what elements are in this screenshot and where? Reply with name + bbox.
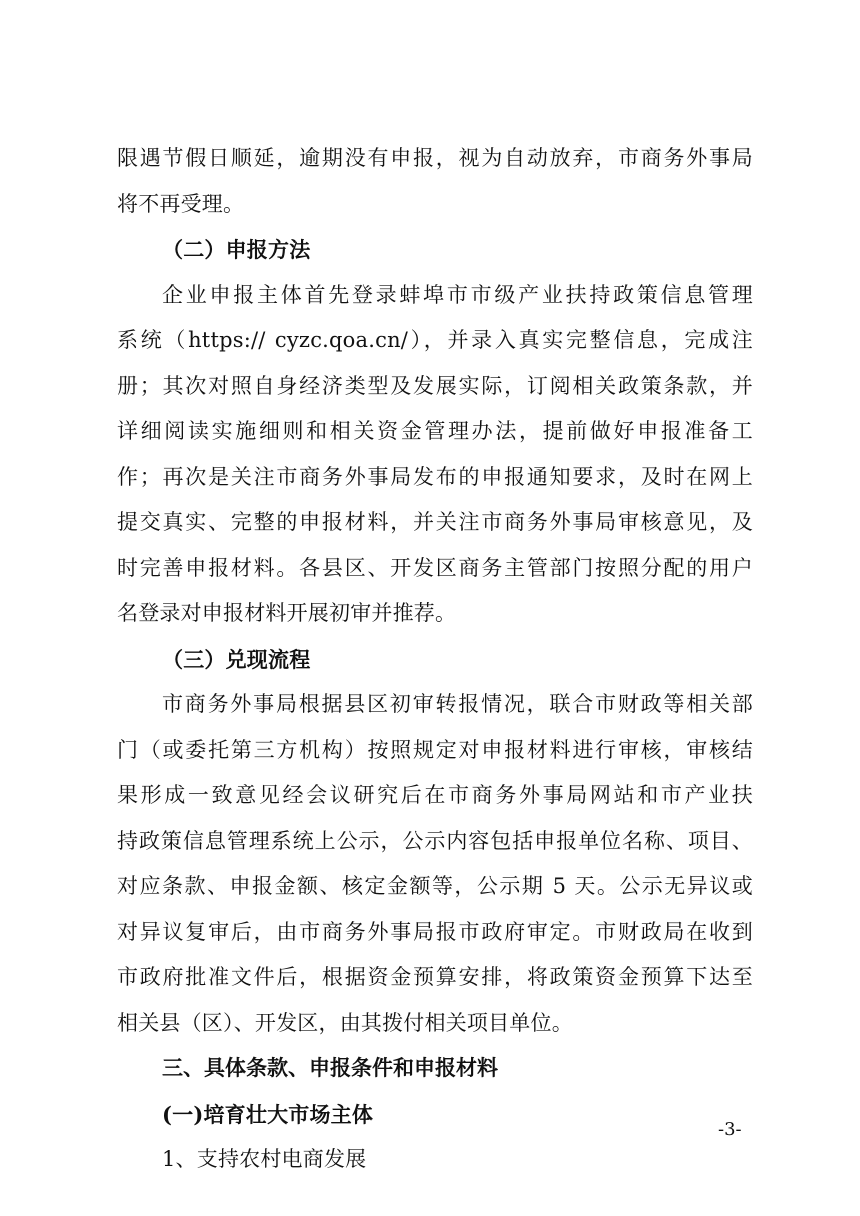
subsection-heading-market-entities: (一)培育壮大市场主体 [162,1101,374,1127]
paragraph-line: 市商务外事局根据县区初审转报情况，联合市财政等相关部 [162,692,753,716]
item-heading-rural-ecommerce: 1、支持农村电商发展 [162,1147,367,1171]
paragraph-line: 名登录对申报材料开展初审并推荐。 [117,601,457,625]
paragraph-line: 将不再受理。 [117,191,245,216]
paragraph-line: 门（或委托第三方机构）按照规定对申报材料进行审核，审核结 [117,737,753,762]
section-heading-specific-terms: 三、具体条款、申报条件和申报材料 [162,1056,498,1080]
paragraph-line: 相关县（区）、开发区，由其拨付相关项目单位。 [117,1010,573,1035]
paragraph-line: 详细阅读实施细则和相关资金管理办法，提前做好申报准备工 [117,419,753,443]
section-heading-redemption-process: （三）兑现流程 [162,646,311,672]
page-number: -3- [718,1119,742,1140]
paragraph-line: 企业申报主体首先登录蚌埠市市级产业扶持政策信息管理 [162,282,753,307]
paragraph-line: 市政府批准文件后，根据资金预算安排，将政策资金预算下达至 [117,965,753,989]
paragraph-line: 对异议复审后，由市商务外事局报市政府审定。市财政局在收到 [117,919,753,944]
paragraph-line: 限遇节假日顺延，逾期没有申报，视为自动放弃，市商务外事局 [117,146,753,170]
paragraph-line: 提交真实、完整的申报材料，并关注市商务外事局审核意见，及 [117,510,753,534]
paragraph-line: 持政策信息管理系统上公示，公示内容包括申报单位名称、项目、 [117,828,753,853]
paragraph-line: 册；其次对照自身经济类型及发展实际，订阅相关政策条款，并 [117,373,753,398]
paragraph-line: 时完善申报材料。各县区、开发区商务主管部门按照分配的用户 [117,555,753,580]
paragraph-line: 系统（https:// cyzc.qoa.cn/），并录入真实完整信息，完成注 [117,328,753,352]
document-body [117,136,753,1183]
paragraph-line: 对应条款、申报金额、核定金额等，公示期 5 天。公示无异议或 [117,874,753,898]
paragraph-line: 果形成一致意见经会议研究后在市商务外事局网站和市产业扶 [117,783,753,807]
paragraph-line: 作；再次是关注市商务外事局发布的申报通知要求，及时在网上 [117,464,753,489]
section-heading-application-method: （二）申报方法 [162,237,311,262]
